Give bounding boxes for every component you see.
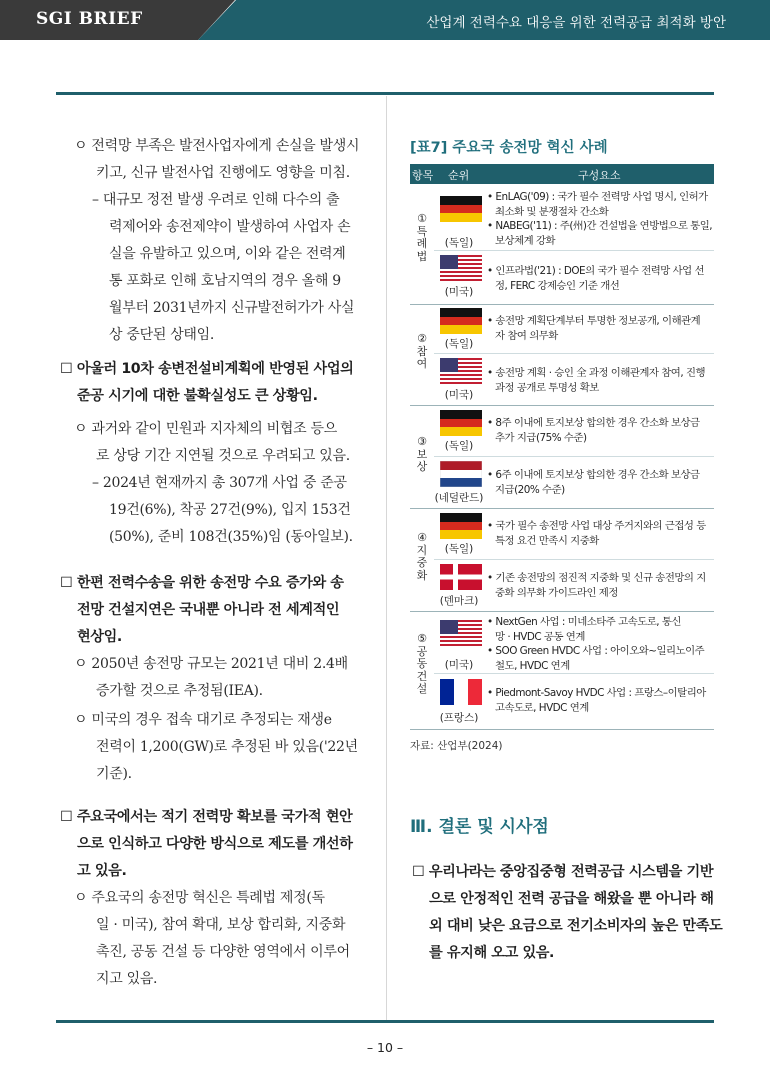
group-separator xyxy=(410,611,714,612)
square-para-3 xyxy=(60,804,353,885)
category-undergrounding xyxy=(410,532,434,582)
row-text: 과정 공개로 투명성 확보 xyxy=(495,381,599,394)
square-1-line-1: ☐ 아울러 10차 송변전설비계획에 반영된 사업의 xyxy=(60,361,354,377)
germany-flag-icon xyxy=(440,410,482,436)
bullet-1 xyxy=(74,133,359,187)
dash-2-line-2: 19건(6%), 착공 27건(9%), 입지 153건 xyxy=(109,502,351,518)
top-rule xyxy=(56,92,714,95)
row-text: • Piedmont-Savoy HVDC 사업 : 프랑스–이탈리아 xyxy=(487,687,706,699)
bullet-1-line-2: 키고, 신규 발전사업 진행에도 영향을 미침. xyxy=(96,165,350,181)
category-special-law xyxy=(410,213,434,263)
category-joint-construction xyxy=(410,633,434,696)
section-title: Ⅲ. 결론 및 시사점 xyxy=(410,817,549,837)
row-text: • SOO Green HVDC 사업 : 아이오와~일리노이주 xyxy=(487,645,705,657)
row-text: 고속도로, HVDC 연계 xyxy=(495,701,589,714)
country-label: (네덜란드) xyxy=(434,492,484,504)
country-label: (독일) xyxy=(444,543,474,555)
table-row xyxy=(487,615,713,673)
country-label: (미국) xyxy=(444,286,474,298)
bullet-5 xyxy=(74,885,350,993)
denmark-flag-icon xyxy=(440,564,482,590)
bottom-rule xyxy=(56,1020,714,1023)
row-text: 철도, HVDC 연계 xyxy=(495,659,570,672)
usa-flag-icon xyxy=(440,620,482,646)
row-separator xyxy=(434,456,714,457)
dash-1 xyxy=(92,187,354,349)
germany-flag-icon xyxy=(440,513,482,539)
bullet-4-line-3: 기준). xyxy=(96,766,132,782)
row-text: • 국가 필수 송전망 사업 대상 주거지와의 근접성 등 xyxy=(487,520,706,532)
bullet-2-line-1: ㅇ 과거와 같이 민원과 지자체의 비협조 등으 xyxy=(74,421,337,437)
row-text: • 송전망 계획 · 승인 全 과정 이해관계자 참여, 진행 xyxy=(487,367,706,379)
row-text: • 송전망 계획단계부터 투명한 정보공개, 이해관계 xyxy=(487,315,701,327)
table-row xyxy=(487,190,713,248)
category-compensation xyxy=(410,436,434,474)
bullet-3-line-1: ㅇ 2050년 송전망 규모는 2021년 대비 2.4배 xyxy=(74,656,348,672)
dash-1-line-6: 상 중단된 상태임. xyxy=(109,327,215,343)
table-header xyxy=(410,164,714,184)
category-label: ④ 지 중 화 xyxy=(416,531,428,582)
row-text: • EnLAG('09) : 국가 필수 전력망 사업 명시, 인허가 xyxy=(487,191,708,203)
table-row xyxy=(487,571,713,600)
france-flag-icon xyxy=(440,679,482,705)
bullet-3-line-2: 증가할 것으로 추정됨(IEA). xyxy=(96,683,263,699)
dash-1-line-2: 력제어와 송전제약이 발생하여 사업자 손 xyxy=(109,219,351,235)
bullet-2 xyxy=(74,416,350,470)
row-text: • 8주 이내에 토지보상 합의한 경우 간소화 보상금 xyxy=(487,417,700,429)
bullet-4 xyxy=(74,707,358,788)
country-label: (덴마크) xyxy=(439,595,479,607)
table-bottom-line xyxy=(410,729,714,730)
row-text: • 인프라법('21) : DOE의 국가 필수 전력망 사업 선 xyxy=(487,265,705,277)
square-3-line-3: 고 있음. xyxy=(77,863,127,879)
bullet-5-line-3: 촉진, 공동 건설 등 다양한 영역에서 이루어 xyxy=(96,944,350,960)
country-label: (독일) xyxy=(444,440,474,452)
group-separator xyxy=(410,304,714,305)
group-separator xyxy=(410,508,714,509)
table-row xyxy=(487,686,713,715)
table-row xyxy=(487,416,713,445)
bullet-4-line-2: 전력이 1,200(GW)로 추정된 바 있음('22년 xyxy=(96,739,358,755)
row-separator xyxy=(434,673,714,674)
bullet-2-line-2: 로 상당 기간 지연될 것으로 우려되고 있음. xyxy=(96,448,350,464)
table-row xyxy=(487,264,713,293)
row-text: 특정 요건 만족시 지중화 xyxy=(495,534,599,547)
usa-flag-icon xyxy=(440,255,482,281)
country-label: (미국) xyxy=(444,659,474,671)
row-text: 중화 의무화 가이드라인 제정 xyxy=(495,586,618,599)
right-sq-line-4: 를 유지해 오고 있음. xyxy=(429,945,555,961)
netherlands-flag-icon xyxy=(440,461,482,487)
square-3-line-1: ☐ 주요국에서는 적기 전력망 확보를 국가적 현안 xyxy=(60,809,353,825)
square-para-right xyxy=(412,859,722,967)
header-rank: 순위 xyxy=(448,169,470,182)
usa-flag-icon xyxy=(440,358,482,384)
bullet-4-line-1: ㅇ 미국의 경우 접속 대기로 추정되는 재생e xyxy=(74,712,332,728)
square-para-2 xyxy=(60,570,344,651)
country-label: (프랑스) xyxy=(439,712,479,724)
row-text: 망 · HVDC 공동 연계 xyxy=(495,630,585,643)
row-text: • NABEG('11) : 주(州)간 건설법을 연방법으로 통일, xyxy=(487,220,713,232)
right-sq-line-3: 외 대비 낮은 요금으로 전기소비자의 높은 만족도 xyxy=(429,918,723,934)
dash-1-line-1: – 대규모 정전 발생 우려로 인해 다수의 출 xyxy=(92,192,340,208)
table-row xyxy=(487,468,713,497)
row-text: 최소화 및 분쟁절차 간소화 xyxy=(495,205,609,218)
square-para-1 xyxy=(60,356,353,410)
table-source: 자료: 산업부(2024) xyxy=(410,740,503,752)
right-sq-line-2: 으로 안정적인 전력 공급을 해왔을 뿐 아니라 해 xyxy=(429,891,714,907)
category-label: ① 특 례 법 xyxy=(416,212,428,263)
row-text: • NextGen 사업 : 미네소타주 고속도로, 통신 xyxy=(487,616,681,628)
table-title: [표7] 주요국 송전망 혁신 사례 xyxy=(410,140,608,156)
row-text: 정, FERC 강제승인 기준 개선 xyxy=(495,279,620,292)
row-text: 지급(20% 수준) xyxy=(495,483,565,496)
germany-flag-icon xyxy=(440,308,482,334)
bullet-5-line-1: ㅇ 주요국의 송전망 혁신은 특례법 제정(독 xyxy=(74,890,325,906)
group-separator xyxy=(410,405,714,406)
bullet-5-line-2: 일 · 미국), 참여 확대, 보상 합리화, 지중화 xyxy=(96,917,346,933)
dash-2 xyxy=(92,470,353,551)
country-label: (독일) xyxy=(444,237,474,249)
category-participation xyxy=(410,333,434,371)
germany-flag-icon xyxy=(440,196,482,222)
row-separator xyxy=(434,559,714,560)
category-label: ③ 보 상 xyxy=(416,435,428,473)
header-doc-title: 산업계 전력수요 대응을 위한 전력공급 최적화 방안 xyxy=(426,15,726,31)
row-text: 보상체계 강화 xyxy=(495,234,556,247)
dash-1-line-3: 실을 유발하고 있으며, 이와 같은 전력계 xyxy=(109,246,346,262)
square-2-line-1: ☐ 한편 전력수송을 위한 송전망 수요 증가와 송 xyxy=(60,575,344,591)
country-label: (독일) xyxy=(444,338,474,350)
right-sq-line-1: ☐ 우리나라는 중앙집중형 전력공급 시스템을 기반 xyxy=(412,864,714,880)
square-1-line-2: 준공 시기에 대한 불확실성도 큰 상황임. xyxy=(77,388,318,404)
bullet-5-line-4: 지고 있음. xyxy=(96,971,158,987)
header-item: 항목 xyxy=(412,169,434,182)
page-number: – 10 – xyxy=(366,1040,404,1055)
row-text: • 기존 송전망의 점진적 지중화 및 신규 송전망의 지 xyxy=(487,572,706,584)
bullet-1-line-1: ㅇ 전력망 부족은 발전사업자에게 손실을 발생시 xyxy=(74,138,360,154)
square-3-line-2: 으로 인식하고 다양한 방식으로 제도를 개선하 xyxy=(77,836,353,852)
row-separator xyxy=(434,250,714,251)
dash-1-line-4: 통 포화로 인해 호남지역의 경우 올해 9 xyxy=(109,273,341,289)
header-components: 구성요소 xyxy=(578,169,621,182)
dash-2-line-1: – 2024년 현재까지 총 307개 사업 중 준공 xyxy=(92,475,347,491)
table-row xyxy=(487,314,713,343)
row-text: 자 참여 의무화 xyxy=(495,329,558,342)
square-2-line-2: 전망 건설지연은 국내뿐 아니라 전 세계적인 xyxy=(77,602,340,618)
column-divider xyxy=(386,96,387,1020)
dash-1-line-5: 월부터 2031년까지 신규발전허가가 사실 xyxy=(109,300,355,316)
table-row xyxy=(487,366,713,395)
category-label: ⑤ 공 동 건 설 xyxy=(416,632,428,695)
header-brand: SGI BRIEF xyxy=(36,9,143,29)
bullet-3 xyxy=(74,651,348,705)
square-2-line-3: 현상임. xyxy=(77,629,122,645)
table-row xyxy=(487,519,713,548)
country-label: (미국) xyxy=(444,389,474,401)
row-text: 추가 지급(75% 수준) xyxy=(495,431,587,444)
row-separator xyxy=(434,353,714,354)
dash-2-line-3: (50%), 준비 108건(35%)임 (동아일보). xyxy=(109,529,353,545)
category-label: ② 참 여 xyxy=(416,332,428,370)
row-text: • 6주 이내에 토지보상 합의한 경우 간소화 보상금 xyxy=(487,469,700,481)
